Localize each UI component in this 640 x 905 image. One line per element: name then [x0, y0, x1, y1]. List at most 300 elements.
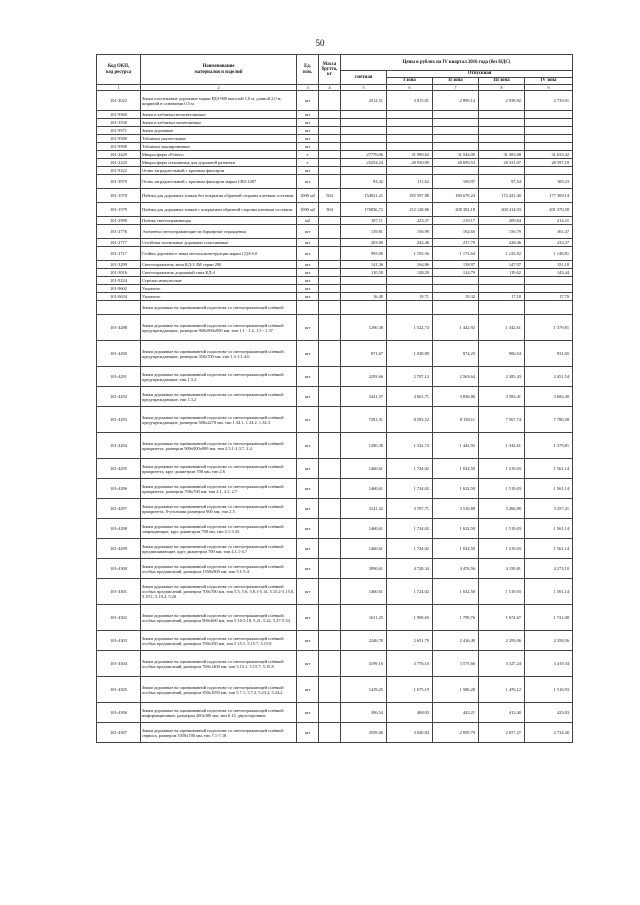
cell-z3 [479, 301, 525, 315]
cell-z4: 177 369,14 [525, 189, 573, 203]
cell-code: 101-9590 [97, 143, 141, 151]
cell-code: 101-9580 [97, 135, 141, 143]
column-index-cell: 3 [297, 85, 319, 91]
cell-name: Знаки и таблички засветляемые [141, 119, 297, 127]
cell-z4: 3 357,41 [525, 499, 573, 519]
cell-mass [319, 175, 341, 189]
table-row [97, 269, 573, 277]
cell-s: 1611,25 [341, 605, 387, 631]
cell-unit: т [297, 151, 319, 159]
cell-z2: 237,79 [433, 239, 479, 247]
cell-code: 101-1578 [97, 189, 141, 203]
cell-code: 101-4301 [97, 579, 141, 605]
cell-name: Элементы светоотражающие на барьерные ограждения [141, 225, 297, 239]
table-row [97, 261, 573, 269]
cell-z3 [479, 111, 525, 119]
cell-unit: шт [297, 119, 319, 127]
cell-z4: 201 370,58 [525, 203, 573, 217]
cell-z1: 128,29 [387, 269, 433, 277]
cell-z4: 1 561,14 [525, 459, 573, 479]
cell-s: 1419,25 [341, 677, 387, 703]
cell-z4: 1 148,81 [525, 247, 573, 261]
cell-z3: 1 519,03 [479, 459, 525, 479]
cell-unit: шт [297, 127, 319, 135]
cell-code: 101-1579 [97, 203, 141, 217]
cell-s: 2293,66 [341, 367, 387, 387]
cell-code: 101-9602 [97, 285, 141, 293]
table-row [97, 723, 573, 743]
cell-name: Знаки дорожные на оцинкованной подоснове со светоотражающей плёнкой приоритета, размером 900х900х900 мм, тип 2.5.1-2.3.7, 2.4 [141, 433, 297, 459]
cell-z1: 4 061,71 [387, 387, 433, 407]
cell-s: 203,80 [341, 239, 387, 247]
cell-z2: 1 442,92 [433, 433, 479, 459]
cell-z1: 2 707,12 [387, 367, 433, 387]
column-index-cell: 6 [387, 85, 433, 91]
cell-z4: 17,79 [525, 293, 573, 301]
cell-z3: 2 939,92 [479, 91, 525, 111]
cell-mass [319, 293, 341, 301]
cell-name: Знаки дорожные на оцинкованной подоснове со светоотражающей плёнкой приоритета, размером 700х700 мм, тип 2.1, 2.2, 2.7 [141, 479, 297, 499]
cell-name: Знаки дорожные на оцинкованной подоснове со светоотражающей плёнкой особых предписаний, размером 350х1050 мм, тип 5.7.1, 5.7.2, 5.23.2, 5.24.2 [141, 677, 297, 703]
cell-z3: 228,46 [479, 239, 525, 247]
cell-z2: 208 392,18 [433, 203, 479, 217]
cell-s: 187,11 [341, 217, 387, 225]
cell-mass [319, 315, 341, 341]
cell-z3: 1 519,03 [479, 539, 525, 559]
header-zone-2: II зона [433, 78, 479, 85]
cell-code: 101-4298 [97, 519, 141, 539]
table-row [97, 225, 573, 239]
cell-z3: 1 674,67 [479, 605, 525, 631]
cell-z1: 19,71 [387, 293, 433, 301]
header-prices: Цены в рублях на IV квартал 2016 года (без НДС) [341, 55, 573, 71]
cell-name: Стойки дорожного знака металлоконструкции марки СДЗ-6,0 [141, 247, 297, 261]
cell-z4: 423,83 [525, 703, 573, 723]
cell-s [341, 143, 387, 151]
cell-mass [319, 111, 341, 119]
table-row [97, 703, 573, 723]
table-row [97, 579, 573, 605]
cell-name: Знаки дорожные на оцинкованной подоснове со светоотражающей плёнкой сервиса, размером 1050х700 мм, тип 7.1-7.18 [141, 723, 297, 743]
cell-z1: 1 900,65 [387, 605, 433, 631]
cell-z1 [387, 119, 433, 127]
cell-unit: шт [297, 651, 319, 677]
cell-z3 [479, 277, 525, 285]
cell-mass [319, 341, 341, 367]
cell-name: Знаки пластиковые дорожные марки РДЗ-900 высотой 1,0 м, длиной 2,0 м, шириной в основании 0,5 м [141, 91, 297, 111]
cell-s [341, 167, 387, 175]
cell-z4: 3 419,34 [525, 651, 573, 677]
header-zone-3: III зона [479, 78, 525, 85]
cell-z1: 1 724,02 [387, 579, 433, 605]
cell-s: 2559,06 [341, 723, 387, 743]
cell-z4: 1 561,14 [525, 539, 573, 559]
cell-code: 101-0634 [97, 293, 141, 301]
cell-z4: 7 780,38 [525, 407, 573, 433]
cell-s: 1460,61 [341, 459, 387, 479]
cell-z3: 1 519,03 [479, 479, 525, 499]
cell-z2: 2 899,14 [433, 91, 479, 111]
table-row [97, 433, 573, 459]
cell-code: 101-2429 [97, 151, 141, 159]
cell-code: 101-9224 [97, 277, 141, 285]
cell-z3: 412,40 [479, 703, 525, 723]
cell-z3: 4 150,81 [479, 559, 525, 579]
cell-name: Знаки дорожные на оцинкованной подоснове со светоотражающей плёнкой информационные, размером 200х300 мм, тип 6.13, двухсторонние [141, 703, 297, 723]
cell-code: 101-2998 [97, 217, 141, 225]
cell-z3: 2 385,43 [479, 367, 525, 387]
cell-code: 101-3022 [97, 91, 141, 111]
cell-unit: шт [297, 387, 319, 407]
cell-unit: шт [297, 167, 319, 175]
cell-unit: шт [297, 293, 319, 301]
cell-z2 [433, 301, 479, 315]
cell-z1 [387, 301, 433, 315]
cell-s [341, 119, 387, 127]
cell-mass [319, 135, 341, 143]
cell-s: 27776,06 [341, 151, 387, 159]
cell-z1: 1 522,74 [387, 315, 433, 341]
cell-unit: м2 [297, 217, 319, 225]
cell-unit: шт [297, 459, 319, 479]
cell-z1: 111,62 [387, 175, 433, 189]
cell-s: 110,50 [341, 269, 387, 277]
cell-z3: 2 293,06 [479, 631, 525, 651]
cell-name: Плёнка светоотражающая [141, 217, 297, 225]
cell-unit: шт [297, 91, 319, 111]
header-unit: Ед. изм. [297, 55, 319, 85]
cell-z1: 1 724,02 [387, 519, 433, 539]
table-row [97, 119, 573, 127]
cell-z3: 97,54 [479, 175, 525, 189]
cell-z4: 2 451,54 [525, 367, 573, 387]
cell-z1: 1 193,56 [387, 247, 433, 261]
table-row [97, 559, 573, 579]
cell-z4 [525, 111, 573, 119]
cell-name: Знаки дорожные на оцинкованной подоснове со светоотражающей плёнкой приоритета, круг диаметром 700 мм, тип 2.6 [141, 459, 297, 479]
cell-z3: 3 583,41 [479, 387, 525, 407]
cell-code: 101-3979 [97, 175, 141, 189]
cell-s [341, 127, 387, 135]
cell-z2: 1 173,64 [433, 247, 479, 261]
column-index-cell: 4 [319, 85, 341, 91]
header-mass: Масса брутто, кг [319, 55, 341, 85]
cell-z1: 242,46 [387, 239, 433, 247]
cell-z2 [433, 111, 479, 119]
column-index-cell: 5 [341, 85, 387, 91]
cell-z4: 1 721,08 [525, 605, 573, 631]
cell-z2: 2 563,64 [433, 367, 479, 387]
cell-z4 [525, 285, 573, 293]
table-row [97, 143, 573, 151]
table-row [97, 315, 573, 341]
cell-unit: шт [297, 175, 319, 189]
cell-z2: 1 632,50 [433, 539, 479, 559]
cell-z2: 1 632,50 [433, 519, 479, 539]
cell-s: 139,81 [341, 225, 387, 239]
cell-z1: 3 776,10 [387, 651, 433, 677]
cell-z3: 3 266,88 [479, 499, 525, 519]
cell-code: 101-3530 [97, 119, 141, 127]
cell-z1 [387, 111, 433, 119]
table-row [97, 189, 573, 203]
cell-z2: 19,32 [433, 293, 479, 301]
cell-mass: 504 [319, 189, 341, 203]
cell-z3 [479, 135, 525, 143]
cell-z3: 1 123,92 [479, 247, 525, 261]
cell-name: Микросферы стеклянные для дорожной разметки [141, 159, 297, 167]
cell-mass [319, 91, 341, 111]
cell-unit: т [297, 159, 319, 167]
cell-z2: 3 836,86 [433, 387, 479, 407]
cell-z1: 1 724,02 [387, 479, 433, 499]
cell-s: 1460,61 [341, 579, 387, 605]
cell-name: Микросферы «Potters» [141, 151, 297, 159]
table-row [97, 407, 573, 433]
cell-z2: 2 416,49 [433, 631, 479, 651]
cell-z3 [479, 143, 525, 151]
cell-z4: 1 561,14 [525, 479, 573, 499]
cell-name: Знаки дорожные на оцинкованной подоснове со светоотражающей плёнкой особых предписаний, размером 1350х900 мм, тип 5.1-5.4 [141, 559, 297, 579]
cell-z2: 124,79 [433, 269, 479, 277]
cell-z4: 1 379,81 [525, 433, 573, 459]
cell-z3: 2 657,27 [479, 723, 525, 743]
cell-mass [319, 631, 341, 651]
cell-mass [319, 247, 341, 261]
cell-z4: 151,18 [525, 261, 573, 269]
cell-code: 101-9560 [97, 111, 141, 119]
cell-unit: шт [297, 261, 319, 269]
cell-name: Огонь заградительный с красным фильтром марки СВЗ-1487 [141, 175, 297, 189]
table-body [97, 91, 573, 743]
cell-z3: 172 421,40 [479, 189, 525, 203]
cell-z4: 109,23 [525, 175, 573, 189]
cell-mass [319, 519, 341, 539]
cell-mass [319, 651, 341, 677]
cell-z2: 8 138,11 [433, 407, 479, 433]
cell-name: Знаки дорожные на оцинкованной подоснове со светоотражающей плёнкой особых предписаний, размером 700х1400 мм, тип 5.15.1, 5.15.7, 5.15.8 [141, 651, 297, 677]
cell-z1: 8 593,52 [387, 407, 433, 433]
cell-mass [319, 407, 341, 433]
cell-z3: 906,54 [479, 341, 525, 367]
cell-code: 101-4299 [97, 539, 141, 559]
table-row [97, 277, 573, 285]
table-row [97, 605, 573, 631]
table-row [97, 167, 573, 175]
cell-mass [319, 261, 341, 269]
cell-z4: 1 379,81 [525, 315, 573, 341]
cell-z3: 28 331,07 [479, 159, 525, 167]
cell-unit: шт [297, 605, 319, 631]
cell-name: Знаки дорожные на оцинкованной подоснове со светоотражающей плёнкой запрещающие, круг диаметром 700 мм, тип 3.1-3.33 [141, 519, 297, 539]
cell-z4: 31 633,42 [525, 151, 573, 159]
cell-code [97, 301, 141, 315]
cell-name: Знаки дорожные на оцинкованной подоснове со светоотражающей плёнкой предупреждающие, размером 900х900х900 мм, тип 1.1 - 1.2, 1.5 - 1.37 [141, 315, 297, 341]
cell-code: 101-2776 [97, 225, 141, 239]
cell-s: 1290,38 [341, 433, 387, 459]
cell-unit [297, 301, 319, 315]
cell-z1: 1 028,89 [387, 341, 433, 367]
cell-code: 101-4290 [97, 341, 141, 367]
cell-unit: шт [297, 433, 319, 459]
table-row [97, 159, 573, 167]
cell-unit: шт [297, 499, 319, 519]
cell-name: Плёнка для дорожных знаков без покрытия обратной стороны клеевым составом [141, 189, 297, 203]
cell-mass [319, 579, 341, 605]
cell-z2: 109,97 [433, 175, 479, 189]
cell-mass [319, 143, 341, 151]
cell-z3: 119,62 [479, 269, 525, 277]
table-row [97, 217, 573, 225]
cell-z2 [433, 127, 479, 135]
cell-mass [319, 225, 341, 239]
cell-unit: шт [297, 677, 319, 703]
cell-z4: 931,65 [525, 341, 573, 367]
cell-code: 101-9571 [97, 127, 141, 135]
cell-z2: 2 859,79 [433, 723, 479, 743]
cell-name: Знаки дорожные [141, 127, 297, 135]
cell-s: 93,42 [341, 175, 387, 189]
cell-z1 [387, 277, 433, 285]
cell-s: 1460,61 [341, 539, 387, 559]
cell-z4: 161,47 [525, 225, 573, 239]
column-index-cell: 8 [479, 85, 525, 91]
cell-z1: 212 128,86 [387, 203, 433, 217]
cell-z3: 156,79 [479, 225, 525, 239]
cell-mass [319, 559, 341, 579]
cell-z2: 1 586,28 [433, 677, 479, 703]
column-index-cell: 1 [97, 85, 141, 91]
price-table [96, 54, 573, 743]
cell-code: 101-4294 [97, 433, 141, 459]
cell-unit: шт [297, 269, 319, 277]
cell-s [341, 111, 387, 119]
cell-name: Знаки дорожные на оцинкованной подоснове со светоотражающей плёнкой предупреждающие, размером 500х2270 мм, тип 1.34.1, 1.34.2, 1.34.3 [141, 407, 297, 433]
table-row [97, 285, 573, 293]
cell-s: 995,00 [341, 247, 387, 261]
cell-z4: 214,31 [525, 217, 573, 225]
cell-s: 1460,61 [341, 519, 387, 539]
cell-z3: 7 567,74 [479, 407, 525, 433]
cell-unit: шт [297, 143, 319, 151]
table-row [97, 127, 573, 135]
cell-s: 2512,51 [341, 91, 387, 111]
cell-z4: 3 682,49 [525, 387, 573, 407]
cell-name: Столбики сигнальные дорожные пластиковые [141, 239, 297, 247]
cell-z1: 3 707,71 [387, 499, 433, 519]
cell-z4: 2 734,40 [525, 723, 573, 743]
cell-z4 [525, 119, 573, 127]
cell-mass [319, 479, 341, 499]
cell-z2: 219,17 [433, 217, 479, 225]
cell-name: Знаки дорожные на оцинкованной подоснове со светоотражающей плёнкой предупреждающие, тип 1.3.2 [141, 387, 297, 407]
cell-unit: шт [297, 723, 319, 743]
cell-z1 [387, 143, 433, 151]
cell-z2 [433, 167, 479, 175]
cell-unit: шт [297, 579, 319, 605]
cell-z4: 233,37 [525, 239, 573, 247]
cell-z4 [525, 277, 573, 285]
cell-z1: 1 724,02 [387, 459, 433, 479]
cell-unit: шт [297, 367, 319, 387]
cell-z4: 4 273,10 [525, 559, 573, 579]
table-row [97, 175, 573, 189]
cell-unit: шт [297, 519, 319, 539]
cell-z3: 209,64 [479, 217, 525, 225]
cell-z1 [387, 285, 433, 293]
cell-mass [319, 239, 341, 247]
cell-s: 3199,16 [341, 651, 387, 677]
cell-code: 101-2225 [97, 159, 141, 167]
cell-s: 141,36 [341, 261, 387, 269]
cell-s: 1460,61 [341, 479, 387, 499]
cell-name: Указатель [141, 293, 297, 301]
cell-name: Знаки дорожные на оцинкованной подоснове со светоотражающей плёнкой особых предписаний, размером 900х600 мм, тип 5.16-5.18, 5.21, 5.22, 5.27-5.34 [141, 605, 297, 631]
cell-z1: 164,86 [387, 261, 433, 269]
cell-name: Знаки дорожные на оцинкованной подоснове со светоотражающей плёнкой предписывающие, круг диаметром 700 мм, тип 4.1.1-4.7 [141, 539, 297, 559]
cell-z2 [433, 143, 479, 151]
table-row [97, 651, 573, 677]
cell-mass [319, 127, 341, 135]
cell-z4: 1 561,14 [525, 519, 573, 539]
cell-unit: шт [297, 341, 319, 367]
cell-z1: 28 930,09 [387, 159, 433, 167]
cell-z2: 4 476,56 [433, 559, 479, 579]
table-row [97, 247, 573, 261]
cell-unit: шт [297, 111, 319, 119]
cell-mass [319, 723, 341, 743]
cell-mass [319, 269, 341, 277]
cell-code: 101-2717 [97, 247, 141, 261]
cell-s [341, 135, 387, 143]
cell-s [341, 301, 387, 315]
cell-z3 [479, 285, 525, 293]
table-row [97, 519, 573, 539]
cell-z4: 2 739,91 [525, 91, 573, 111]
cell-mass [319, 387, 341, 407]
cell-z2: 974,25 [433, 341, 479, 367]
table-row [97, 499, 573, 519]
cell-name: Плёнка для дорожных знаков с покрытием обратной стороны клеевым составом [141, 203, 297, 217]
column-index-cell: 7 [433, 85, 479, 91]
cell-code: 101-4307 [97, 723, 141, 743]
cell-name: Знаки дорожные на оцинкованной подоснове со светоотражающей плёнкой [141, 301, 297, 315]
cell-z2 [433, 277, 479, 285]
cell-z1: 2 651,79 [387, 631, 433, 651]
cell-name: Указатель [141, 285, 297, 293]
cell-z2: 180 679,24 [433, 189, 479, 203]
cell-code: 101-4306 [97, 703, 141, 723]
cell-s: 25254,24 [341, 159, 387, 167]
cell-name: Знаки и таблички незасветляемые [141, 111, 297, 119]
cell-z2: 3 510,80 [433, 499, 479, 519]
cell-name: Огонь заградительный с красным фильтром [141, 167, 297, 175]
header-name: Наименование материалов и изделий [141, 55, 297, 85]
cell-z4 [525, 143, 573, 151]
cell-code: 101-3299 [97, 261, 141, 269]
cell-z2: 1 632,50 [433, 579, 479, 605]
cell-z4 [525, 135, 573, 143]
cell-z4 [525, 167, 573, 175]
cell-name: Знаки дорожные на оцинкованной подоснове со светоотражающей плёнкой предупреждающие, размером 350х700 мм, тип 1.3.1-1.4.6 [141, 341, 297, 367]
cell-name: Знаки дорожные на оцинкованной подоснове со светоотражающей плёнкой приоритета, 8-угольник размером 900 мм, тип 2.5 [141, 499, 297, 519]
cell-unit: шт [297, 631, 319, 651]
cell-z1: 1 675,19 [387, 677, 433, 703]
column-index-cell: 9 [525, 85, 573, 91]
cell-mass [319, 285, 341, 293]
cell-mass [319, 499, 341, 519]
cell-z4: 28 597,18 [525, 159, 573, 167]
